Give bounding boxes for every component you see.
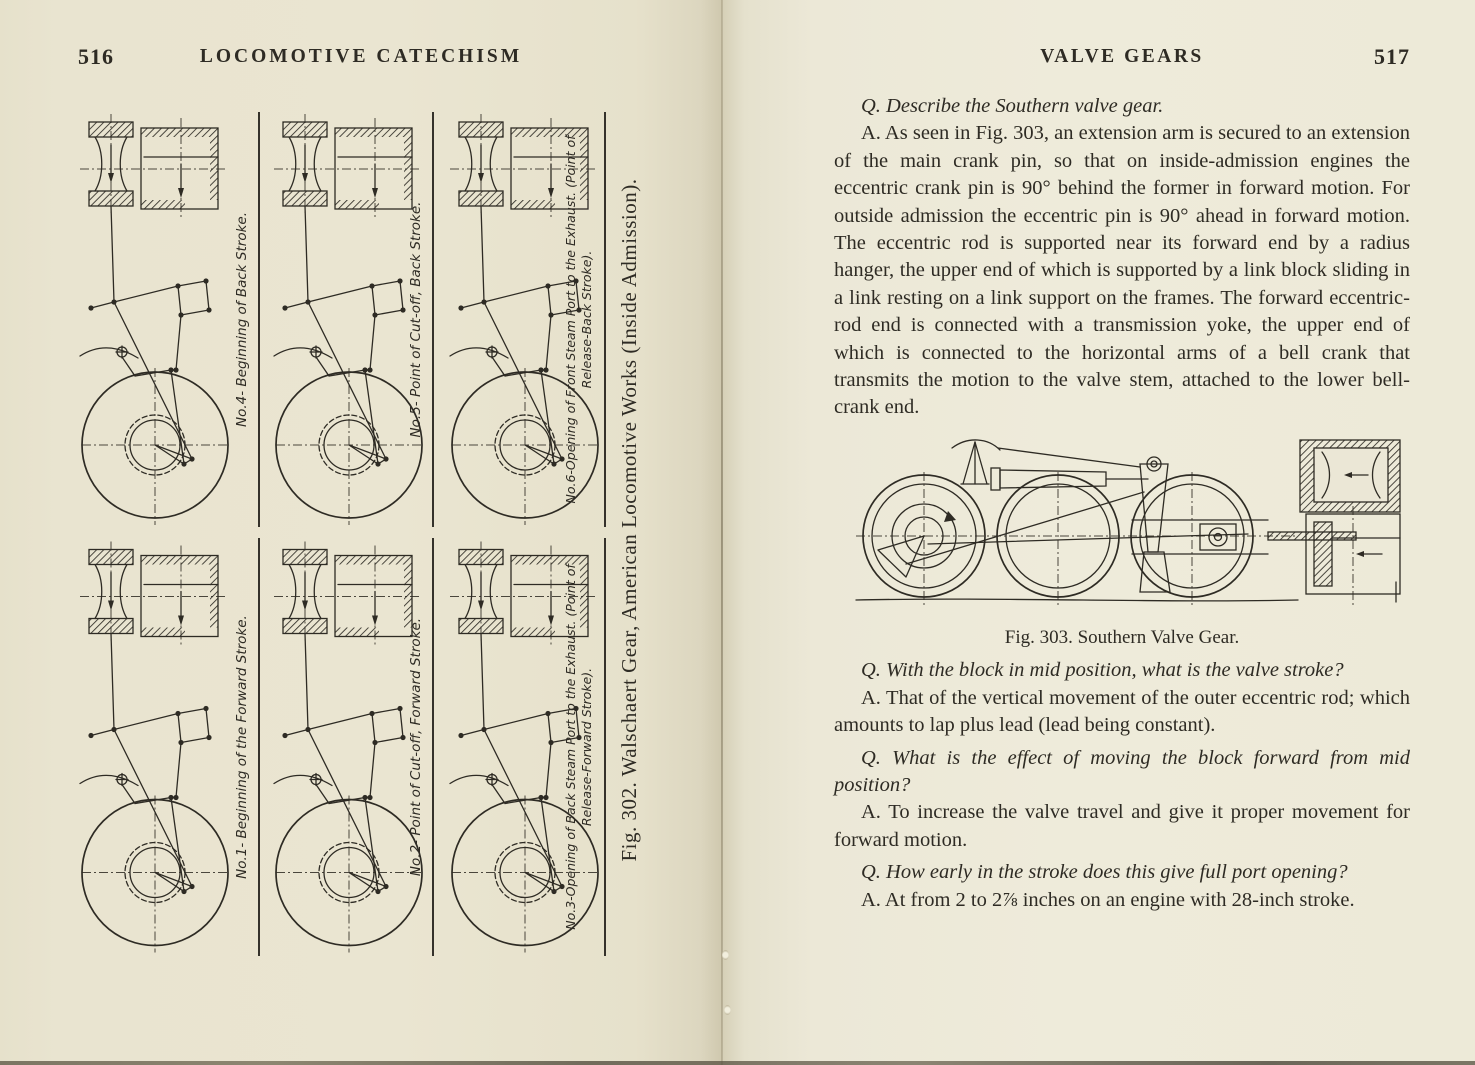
gear-diagram-no4 xyxy=(78,112,230,527)
panel-caption: No.1- Beginning of the Forward Stroke. xyxy=(234,615,250,879)
panel-caption: No.4- Beginning of Back Stroke. xyxy=(234,211,250,428)
running-header: VALVE GEARS xyxy=(1040,46,1204,67)
column-rule xyxy=(604,112,606,527)
page-right xyxy=(722,0,1475,1065)
panel-caption: No.6-Opening of Front Steam Port to the Exhaust. (Point of Release-Back Stroke). xyxy=(563,135,594,504)
figure-303-caption: Fig. 303. Southern Valve Gear. xyxy=(1004,626,1240,648)
answer-paragraph: A. As seen in Fig. 303, an extension arm is secured to an extension of the main crank pin, so that on inside-admission engines the eccentric crank pin is 90° behind the former in forward motion. For outside admission the eccentric pin is 90° ahead in forward motion. The eccentric rod is supported near its forward end by a radius hanger, the upper end of which is supported by a link block sliding in a link resting on a link support on the frames. The forward eccentric-rod end is connected with a transmission yoke, the upper end of which is connected to the horizontal arms of a bell crank that transmits the motion to the valve stem, attached to the lower bell-crank end. xyxy=(834,122,1410,419)
panel-caption: No.5- Point of Cut-off, Back Stroke. xyxy=(408,201,424,438)
column-rule xyxy=(258,538,260,956)
column-rule xyxy=(432,112,434,527)
gutter-fold xyxy=(721,0,723,1065)
question-paragraph: Q. What is the effect of moving the block forward from mid position? xyxy=(834,746,1410,796)
answer-paragraph: A. At from 2 to 2⅞ inches on an engine with 28-inch stroke. xyxy=(861,888,1355,911)
answer-paragraph: A. To increase the valve travel and give it proper movement for forward motion. xyxy=(834,801,1410,851)
question-paragraph: Q. Describe the Southern valve gear. xyxy=(861,95,1164,117)
scan-bottom-edge xyxy=(0,1061,1475,1065)
binding-stitch xyxy=(722,950,729,960)
question-paragraph: Q. With the block in mid position, what is the valve stroke? xyxy=(861,659,1344,682)
running-header: LOCOMOTIVE CATECHISM xyxy=(199,46,523,67)
panel-caption: No.3-Opening of Back Steam Port to the Exhaust. (Point of Release-Forward Stroke). xyxy=(563,564,594,930)
page-left xyxy=(0,0,722,1065)
southern-valve-gear-diagram xyxy=(848,434,1404,620)
figure-303 xyxy=(834,434,1410,651)
body-text xyxy=(834,88,1410,914)
gear-diagram-no2 xyxy=(272,538,424,956)
column-rule xyxy=(604,538,606,956)
panel-caption: No.2- Point of Cut-off, Forward Stroke. xyxy=(408,617,424,877)
column-rule xyxy=(258,112,260,527)
binding-stitch xyxy=(724,1005,731,1015)
column-rule xyxy=(432,538,434,956)
answer-paragraph: A. That of the vertical movement of the outer eccentric rod; which amounts to lap plus lead (lead being constant). xyxy=(834,686,1410,737)
question-paragraph: Q. How early in the stroke does this give full port opening? xyxy=(861,861,1348,884)
figure-302-caption: Fig. 302. Walschaert Gear, American Locomotive Works (Inside Admission). xyxy=(617,178,641,862)
gear-diagram-no5 xyxy=(272,112,424,527)
gear-diagram-no1 xyxy=(78,538,230,956)
page-number: 517 xyxy=(1374,44,1410,69)
page-number: 516 xyxy=(78,44,114,69)
